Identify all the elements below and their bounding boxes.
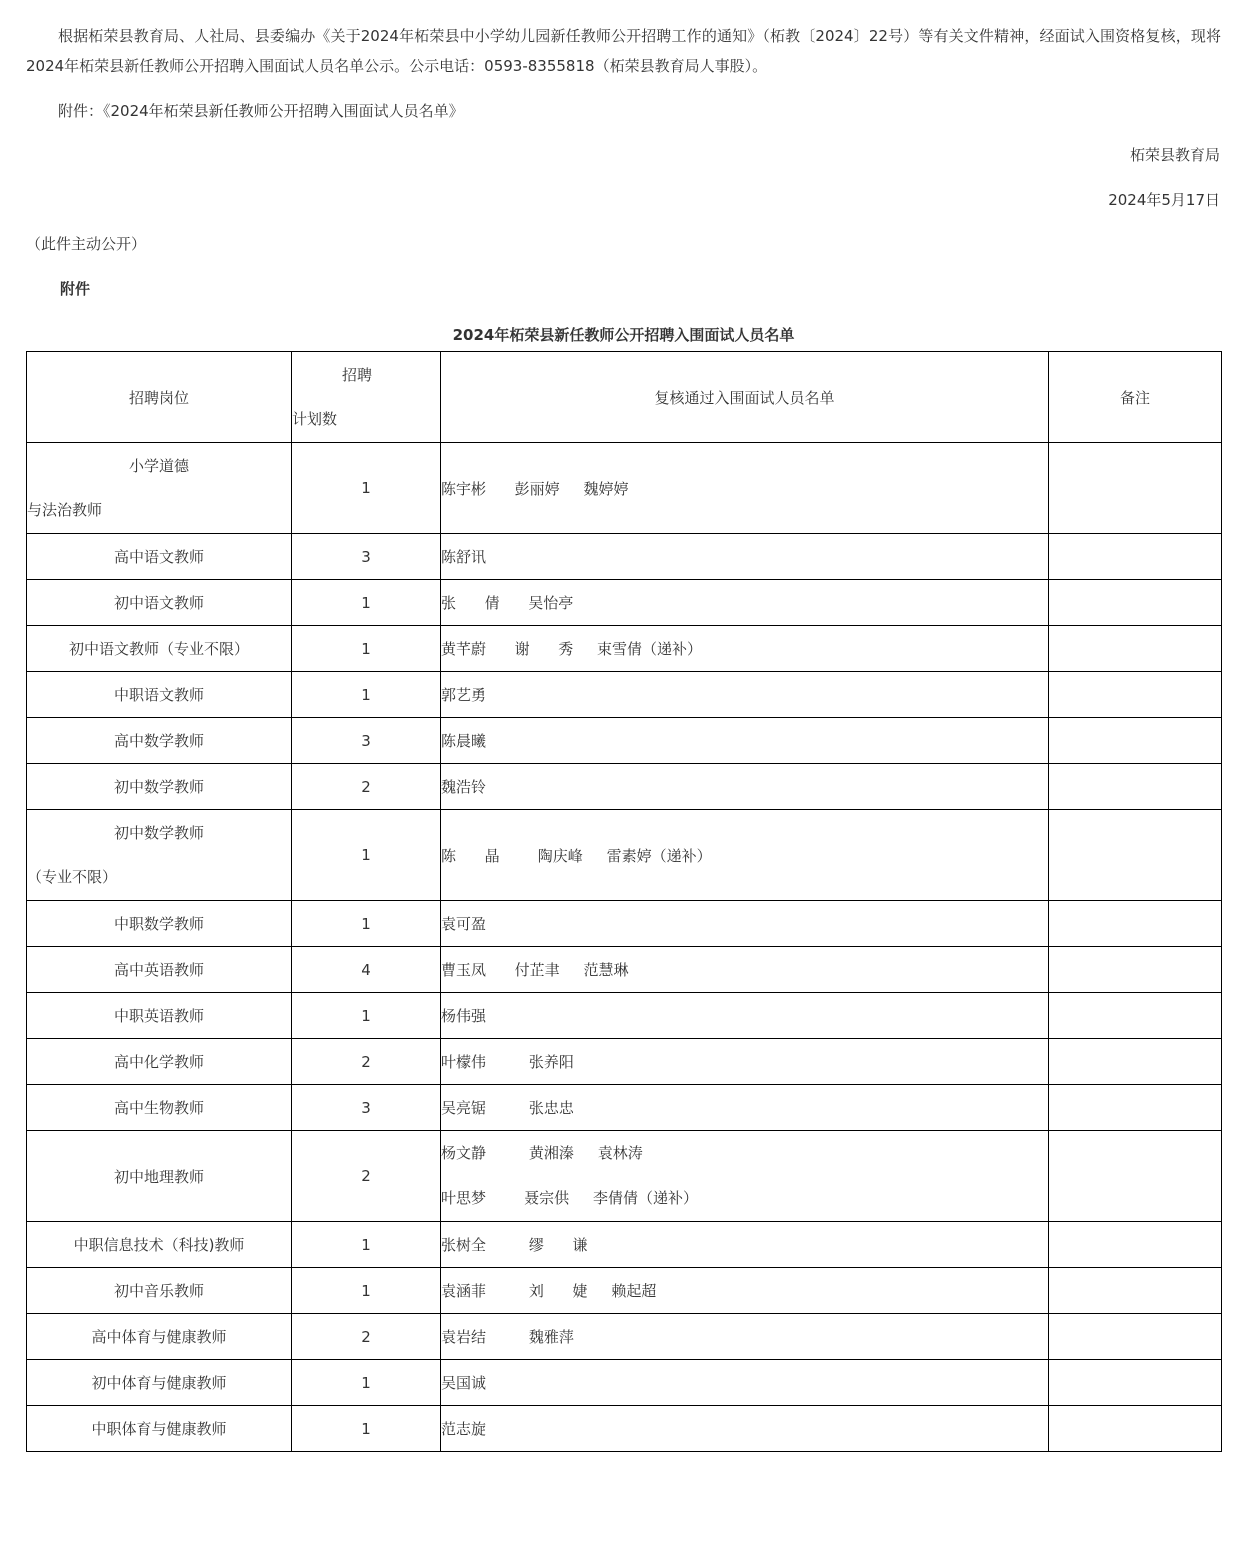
table-row [27, 993, 1222, 1039]
cell-names: 陈晨曦 [441, 718, 1049, 764]
notice-paragraph: 根据柘荣县教育局、人社局、县委编办《关于2024年柘荣县中小学幼儿园新任教师公开招聘工作的通知》（柘教〔2024〕22号）等有关文件精神，经面试入围资格复核，现将2024年柘荣县新任教师公开招聘入围面试人员名单公示。公示电话：0593-8355818（柘荣县教育局人事股）。 [26, 27, 1221, 75]
table-row [27, 1406, 1222, 1452]
cell-plan-count: 1 [292, 993, 441, 1039]
table-row [27, 1131, 1222, 1222]
cell-names: 范志旋 [441, 1406, 1049, 1452]
attachment-label: 附件 [60, 280, 91, 298]
cell-post: 中职体育与健康教师 [27, 1406, 292, 1452]
cell-plan-count: 1 [292, 443, 441, 534]
cell-plan-count: 1 [292, 580, 441, 626]
table-row [27, 580, 1222, 626]
cell-post: 初中音乐教师 [27, 1268, 292, 1314]
cell-post: 高中生物教师 [27, 1085, 292, 1131]
cell-plan-count: 2 [292, 1314, 441, 1360]
table-row [27, 718, 1222, 764]
cell-names: 曹玉凤 付芷聿 范慧琳 [441, 947, 1049, 993]
table-row [27, 1039, 1222, 1085]
cell-post [27, 810, 292, 901]
post-line2: （专业不限） [27, 868, 118, 886]
table-row [27, 443, 1222, 534]
table-row [27, 901, 1222, 947]
cell-post: 初中语文教师 [27, 580, 292, 626]
cell-note [1049, 443, 1222, 534]
cell-note [1049, 626, 1222, 672]
cell-post: 高中数学教师 [27, 718, 292, 764]
cell-plan-count: 1 [292, 626, 441, 672]
table-row [27, 1268, 1222, 1314]
table-header-row [27, 352, 1222, 443]
public-note: （此件主动公开） [26, 235, 147, 253]
cell-plan-count: 4 [292, 947, 441, 993]
cell-post: 中职信息技术（科技)教师 [27, 1222, 292, 1268]
cell-note [1049, 764, 1222, 810]
post-line1: 初中数学教师 [113, 824, 204, 842]
cell-note [1049, 534, 1222, 580]
table-row [27, 626, 1222, 672]
cell-note [1049, 1268, 1222, 1314]
cell-names: 魏浩铃 [441, 764, 1049, 810]
cell-post: 高中英语教师 [27, 947, 292, 993]
cell-names: 郭艺勇 [441, 672, 1049, 718]
cell-names: 袁岩结 魏雅萍 [441, 1314, 1049, 1360]
cell-plan-count: 1 [292, 1268, 441, 1314]
cell-plan-count: 1 [292, 810, 441, 901]
header-names: 复核通过入围面试人员名单 [441, 352, 1049, 443]
cell-names: 吴国诚 [441, 1360, 1049, 1406]
post-line2: 与法治教师 [27, 501, 103, 519]
cell-note [1049, 1085, 1222, 1131]
table-row [27, 1085, 1222, 1131]
cell-post: 高中语文教师 [27, 534, 292, 580]
cell-plan-count: 1 [292, 672, 441, 718]
header-plan-line2: 计划数 [292, 410, 338, 428]
cell-note [1049, 1131, 1222, 1222]
header-note: 备注 [1049, 352, 1222, 443]
table-row [27, 764, 1222, 810]
signature: 柘荣县教育局 [1129, 146, 1220, 164]
cell-names: 袁涵菲 刘 婕 赖起超 [441, 1268, 1049, 1314]
table-row [27, 1314, 1222, 1360]
cell-plan-count: 1 [292, 1360, 441, 1406]
cell-plan-count: 3 [292, 534, 441, 580]
cell-names [441, 1131, 1049, 1222]
cell-post: 初中地理教师 [27, 1131, 292, 1222]
cell-names: 张树全 缪 谦 [441, 1222, 1049, 1268]
attachment-line: 附件：《2024年柘荣县新任教师公开招聘入围面试人员名单》 [58, 102, 464, 120]
cell-plan-count: 3 [292, 1085, 441, 1131]
table-row [27, 534, 1222, 580]
cell-names: 叶檬伟 张养阳 [441, 1039, 1049, 1085]
cell-plan-count: 3 [292, 718, 441, 764]
cell-post: 初中体育与健康教师 [27, 1360, 292, 1406]
cell-names: 陈舒讯 [441, 534, 1049, 580]
cell-note [1049, 993, 1222, 1039]
table-row [27, 1360, 1222, 1406]
cell-note [1049, 1314, 1222, 1360]
cell-note [1049, 580, 1222, 626]
cell-note [1049, 718, 1222, 764]
table-title: 2024年柘荣县新任教师公开招聘入围面试人员名单 [452, 326, 795, 344]
table-row [27, 947, 1222, 993]
cell-names: 杨伟强 [441, 993, 1049, 1039]
cell-note [1049, 672, 1222, 718]
cell-note [1049, 810, 1222, 901]
cell-post: 高中化学教师 [27, 1039, 292, 1085]
cell-note [1049, 1222, 1222, 1268]
cell-post: 中职数学教师 [27, 901, 292, 947]
cell-note [1049, 947, 1222, 993]
table-row [27, 810, 1222, 901]
cell-names: 张 倩 吴怡亭 [441, 580, 1049, 626]
table-row [27, 1222, 1222, 1268]
cell-post: 初中语文教师（专业不限） [27, 626, 292, 672]
header-plan [292, 352, 441, 443]
cell-post: 中职英语教师 [27, 993, 292, 1039]
roster-table [26, 351, 1222, 1452]
cell-post: 中职语文教师 [27, 672, 292, 718]
cell-plan-count: 1 [292, 1406, 441, 1452]
cell-post: 初中数学教师 [27, 764, 292, 810]
cell-names: 吴亮锯 张忠忠 [441, 1085, 1049, 1131]
table-row [27, 672, 1222, 718]
cell-plan-count: 1 [292, 1222, 441, 1268]
cell-plan-count: 2 [292, 764, 441, 810]
cell-note [1049, 1360, 1222, 1406]
cell-names: 黄芊蔚 谢 秀 束雪倩（递补） [441, 626, 1049, 672]
cell-names: 陈宇彬 彭丽婷 魏婷婷 [441, 443, 1049, 534]
names-line2: 叶思梦 聂宗供 李倩倩（递补） [441, 1189, 698, 1207]
header-post: 招聘岗位 [27, 352, 292, 443]
cell-names: 陈 晶 陶庆峰 雷素婷（递补） [441, 810, 1049, 901]
cell-post [27, 443, 292, 534]
header-plan-line1: 招聘 [342, 366, 373, 384]
post-line1: 小学道德 [128, 457, 189, 475]
cell-note [1049, 901, 1222, 947]
cell-note [1049, 1039, 1222, 1085]
publish-date: 2024年5月17日 [1108, 191, 1220, 209]
cell-plan-count: 2 [292, 1131, 441, 1222]
names-line1: 杨文静 黄湘溱 袁林涛 [441, 1144, 643, 1162]
cell-note [1049, 1406, 1222, 1452]
cell-names: 袁可盈 [441, 901, 1049, 947]
cell-plan-count: 2 [292, 1039, 441, 1085]
cell-post: 高中体育与健康教师 [27, 1314, 292, 1360]
cell-plan-count: 1 [292, 901, 441, 947]
